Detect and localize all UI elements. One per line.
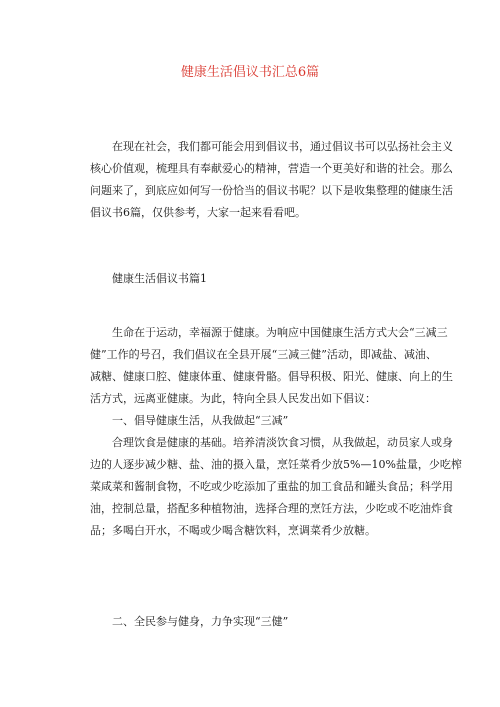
intro-line: 核心价值观，梳理具有奉献爱心的精神，营造一个更美好和谐的社会。那么 — [90, 162, 453, 175]
body-line: 油，控制总量，搭配多种植物油，选择合理的烹饪方法，少吃或不吃油炸食 — [90, 502, 453, 515]
intro-line: 倡议书6篇，仅供参考，大家一起来看看吧。 — [90, 206, 306, 219]
section-heading-2: 二、全民参与健身，力争实现“三健” — [90, 615, 289, 628]
body-line: 边的人逐步减少糖、盐、油的摄入量，烹饪菜肴少放5%—10%盐量，少吃榨 — [90, 458, 462, 471]
body-line: 活方式，远离亚健康。为此，特向全县人民发出如下倡议： — [90, 392, 376, 405]
body-line: 品；多喝白开水，不喝或少喝含糖饮料，烹调菜肴少放糖。 — [90, 524, 376, 537]
intro-line: 问题来了，到底应如何写一份恰当的倡议书呢？以下是收集整理的健康生活 — [90, 184, 453, 197]
body-line: 减糖、健康口腔、健康体重、健康骨骼。倡导积极、阳光、健康、向上的生 — [90, 370, 453, 383]
document-title: 健康生活倡议书汇总6篇 — [180, 65, 320, 80]
body-line: 菜咸菜和酱制食物，不吃或少吃添加了重盐的加工食品和罐头食品；科学用 — [90, 480, 453, 493]
subheading-line: 一、倡导健康生活，从我做起“三减” — [90, 414, 289, 427]
intro-paragraph — [90, 136, 453, 224]
section-heading-1: 健康生活倡议书篇1 — [90, 272, 207, 285]
section1-paragraph — [90, 322, 462, 542]
body-line: 生命在于运动，幸福源于健康。为响应中国健康生活方式大会“三减三 — [90, 326, 448, 339]
body-line: 健”工作的号召，我们倡议在全县开展“三减三健”活动，即减盐、减油、 — [90, 348, 437, 361]
intro-line: 在现在社会，我们都可能会用到倡议书，通过倡议书可以弘扬社会主义 — [90, 140, 453, 153]
body-line: 合理饮食是健康的基础。培养清淡饮食习惯，从我做起，动员家人或身 — [90, 436, 453, 449]
